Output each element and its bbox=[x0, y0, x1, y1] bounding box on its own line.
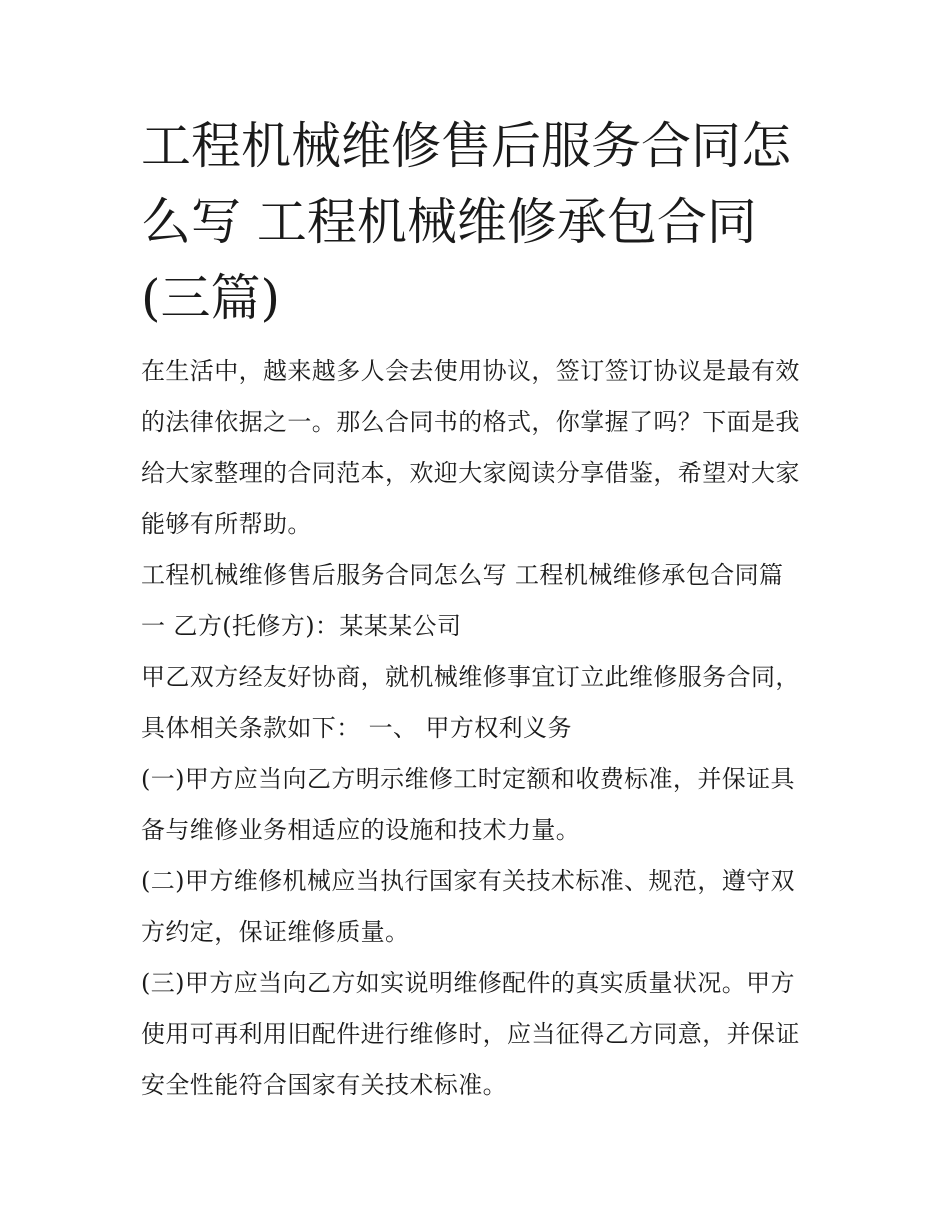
text-line: (二)甲方维修机械应当执行国家有关技术标准、规范，遵守双 bbox=[141, 867, 795, 895]
text-line: 安全性能符合国家有关技术标准。 bbox=[141, 1071, 507, 1099]
text-line: 给大家整理的合同范本，欢迎大家阅读分享借鉴，希望对大家 bbox=[141, 459, 800, 487]
text-line: (一)甲方应当向乙方明示维修工时定额和收费标准，并保证具 bbox=[141, 765, 795, 793]
text-line: 具体相关条款如下： 一、 甲方权利义务 bbox=[141, 714, 572, 742]
text-line: 在生活中，越来越多人会去使用协议，签订签订协议是最有效 bbox=[141, 357, 800, 385]
text-line: 一 乙方(托修方)：某某某公司 bbox=[141, 612, 462, 640]
text-line: 能够有所帮助。 bbox=[141, 510, 312, 538]
text-line: (三)甲方应当向乙方如实说明维修配件的真实质量状况。甲方 bbox=[141, 969, 795, 997]
title-line: 工程机械维修售后服务合同怎 bbox=[141, 117, 791, 175]
text-line: 工程机械维修售后服务合同怎么写 工程机械维修承包合同篇 bbox=[141, 561, 784, 589]
title-line: (三篇) bbox=[141, 269, 281, 327]
text-line: 使用可再利用旧配件进行维修时，应当征得乙方同意，并保证 bbox=[141, 1020, 800, 1048]
text-line: 方约定，保证维修质量。 bbox=[141, 918, 410, 946]
text-line: 备与维修业务相适应的设施和技术力量。 bbox=[141, 816, 581, 844]
document-body bbox=[141, 108, 813, 1111]
document-title bbox=[141, 108, 813, 336]
text-line: 甲乙双方经友好协商，就机械维修事宜订立此维修服务合同， bbox=[141, 663, 800, 691]
text-line: 的法律依据之一。那么合同书的格式，你掌握了吗？下面是我 bbox=[141, 408, 800, 436]
title-line: 么写 工程机械维修承包合同 bbox=[141, 193, 757, 251]
